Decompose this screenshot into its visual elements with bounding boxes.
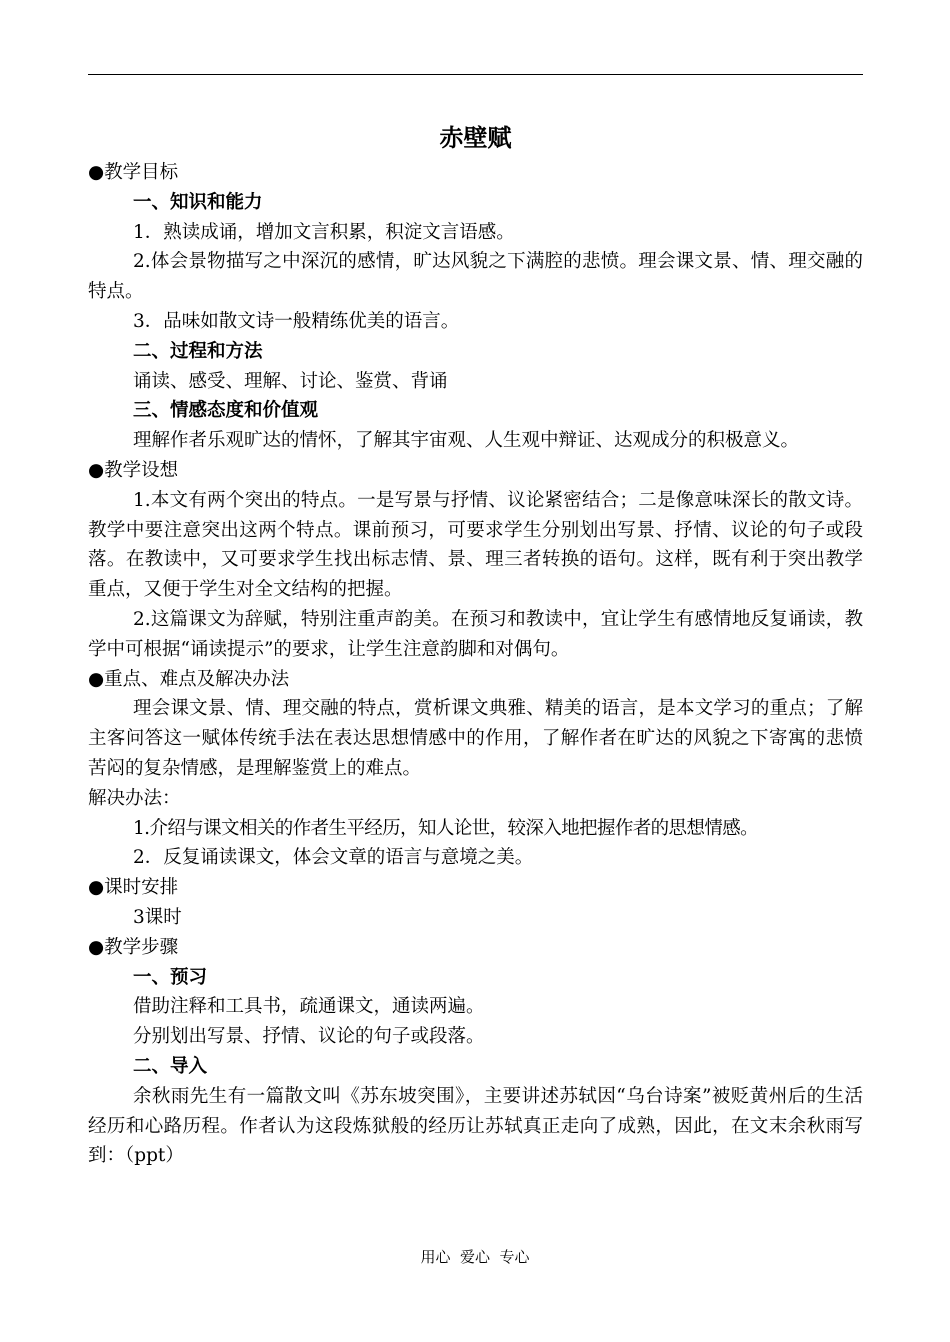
paragraph: 3．品味如散文诗一般精练优美的语言。	[133, 310, 460, 332]
paragraph: 分别划出写景、抒情、议论的句子或段落。	[133, 1026, 485, 1048]
section-heading: ●课时安排	[88, 877, 179, 899]
paragraph: 借助注释和工具书，疏通课文，通读两遍。	[133, 996, 485, 1018]
label: 解决办法：	[88, 787, 181, 809]
section-heading: ●教学设想	[88, 459, 179, 481]
paragraph: 理解作者乐观旷达的情怀，了解其宇宙观、人生观中辩证、达观成分的积极意义。	[133, 430, 800, 452]
paragraph: 3课时	[133, 906, 182, 928]
sub-heading: 一、知识和能力	[133, 191, 263, 213]
paragraph: 1.介绍与课文相关的作者生平经历，知人论世，较深入地把握作者的思想情感。	[133, 817, 759, 839]
paragraph: 2.体会景物描写之中深沉的感情，旷达风貌之下满腔的悲愤。理会课文景、情、理交融的特点。	[88, 251, 863, 303]
document-body	[88, 118, 863, 1171]
paragraph: 1．熟读成诵，增加文言积累，积淀文言语感。	[133, 221, 515, 243]
paragraph: 诵读、感受、理解、讨论、鉴赏、背诵	[133, 370, 448, 392]
sub-heading: 二、导入	[133, 1055, 208, 1077]
page-footer: 用心 爱心 专心	[420, 1248, 530, 1266]
paragraph: 余秋雨先生有一篇散文叫《苏东坡突围》，主要讲述苏轼因“乌台诗案”被贬黄州后的生活经历和心路历程。作者认为这段炼狱般的经历让苏轼真正走向了成熟，因此，在文末余秋雨写到：（ppt）	[88, 1085, 863, 1167]
page-title: 赤壁赋	[439, 124, 512, 152]
sub-heading: 一、预习	[133, 966, 208, 988]
section-heading: ●重点、难点及解决办法	[88, 668, 290, 690]
paragraph: 2．反复诵读课文，体会文章的语言与意境之美。	[133, 847, 534, 869]
paragraph: 理会课文景、情、理交融的特点，赏析课文典雅、精美的语言，是本文学习的重点；了解主客问答这一赋体传统手法在表达思想情感中的作用，了解作者在旷达的风貌之下寄寓的悲愤苦闷的复杂情感，是理解鉴赏上的难点。	[88, 698, 863, 779]
section-heading: ●教学步骤	[88, 936, 179, 958]
paragraph: 2.这篇课文为辞赋，特别注重声韵美。在预习和教读中，宜让学生有感情地反复诵读，教学中可根据“诵读提示”的要求，让学生注意韵脚和对偶句。	[88, 608, 863, 660]
sub-heading: 二、过程和方法	[133, 340, 263, 362]
paragraph: 1.本文有两个突出的特点。一是写景与抒情、议论紧密结合；二是像意味深长的散文诗。教学中要注意突出这两个特点。课前预习，可要求学生分别划出写景、抒情、议论的句子或段落。在教读中，又可要求学生找出标志情、景、理三者转换的语句。这样，既有利于突出教学重点，又便于学生对全文结构的把握。	[88, 489, 863, 601]
sub-heading: 三、情感态度和价值观	[133, 400, 319, 422]
section-heading: ●教学目标	[88, 162, 179, 183]
header-rule	[88, 74, 863, 75]
